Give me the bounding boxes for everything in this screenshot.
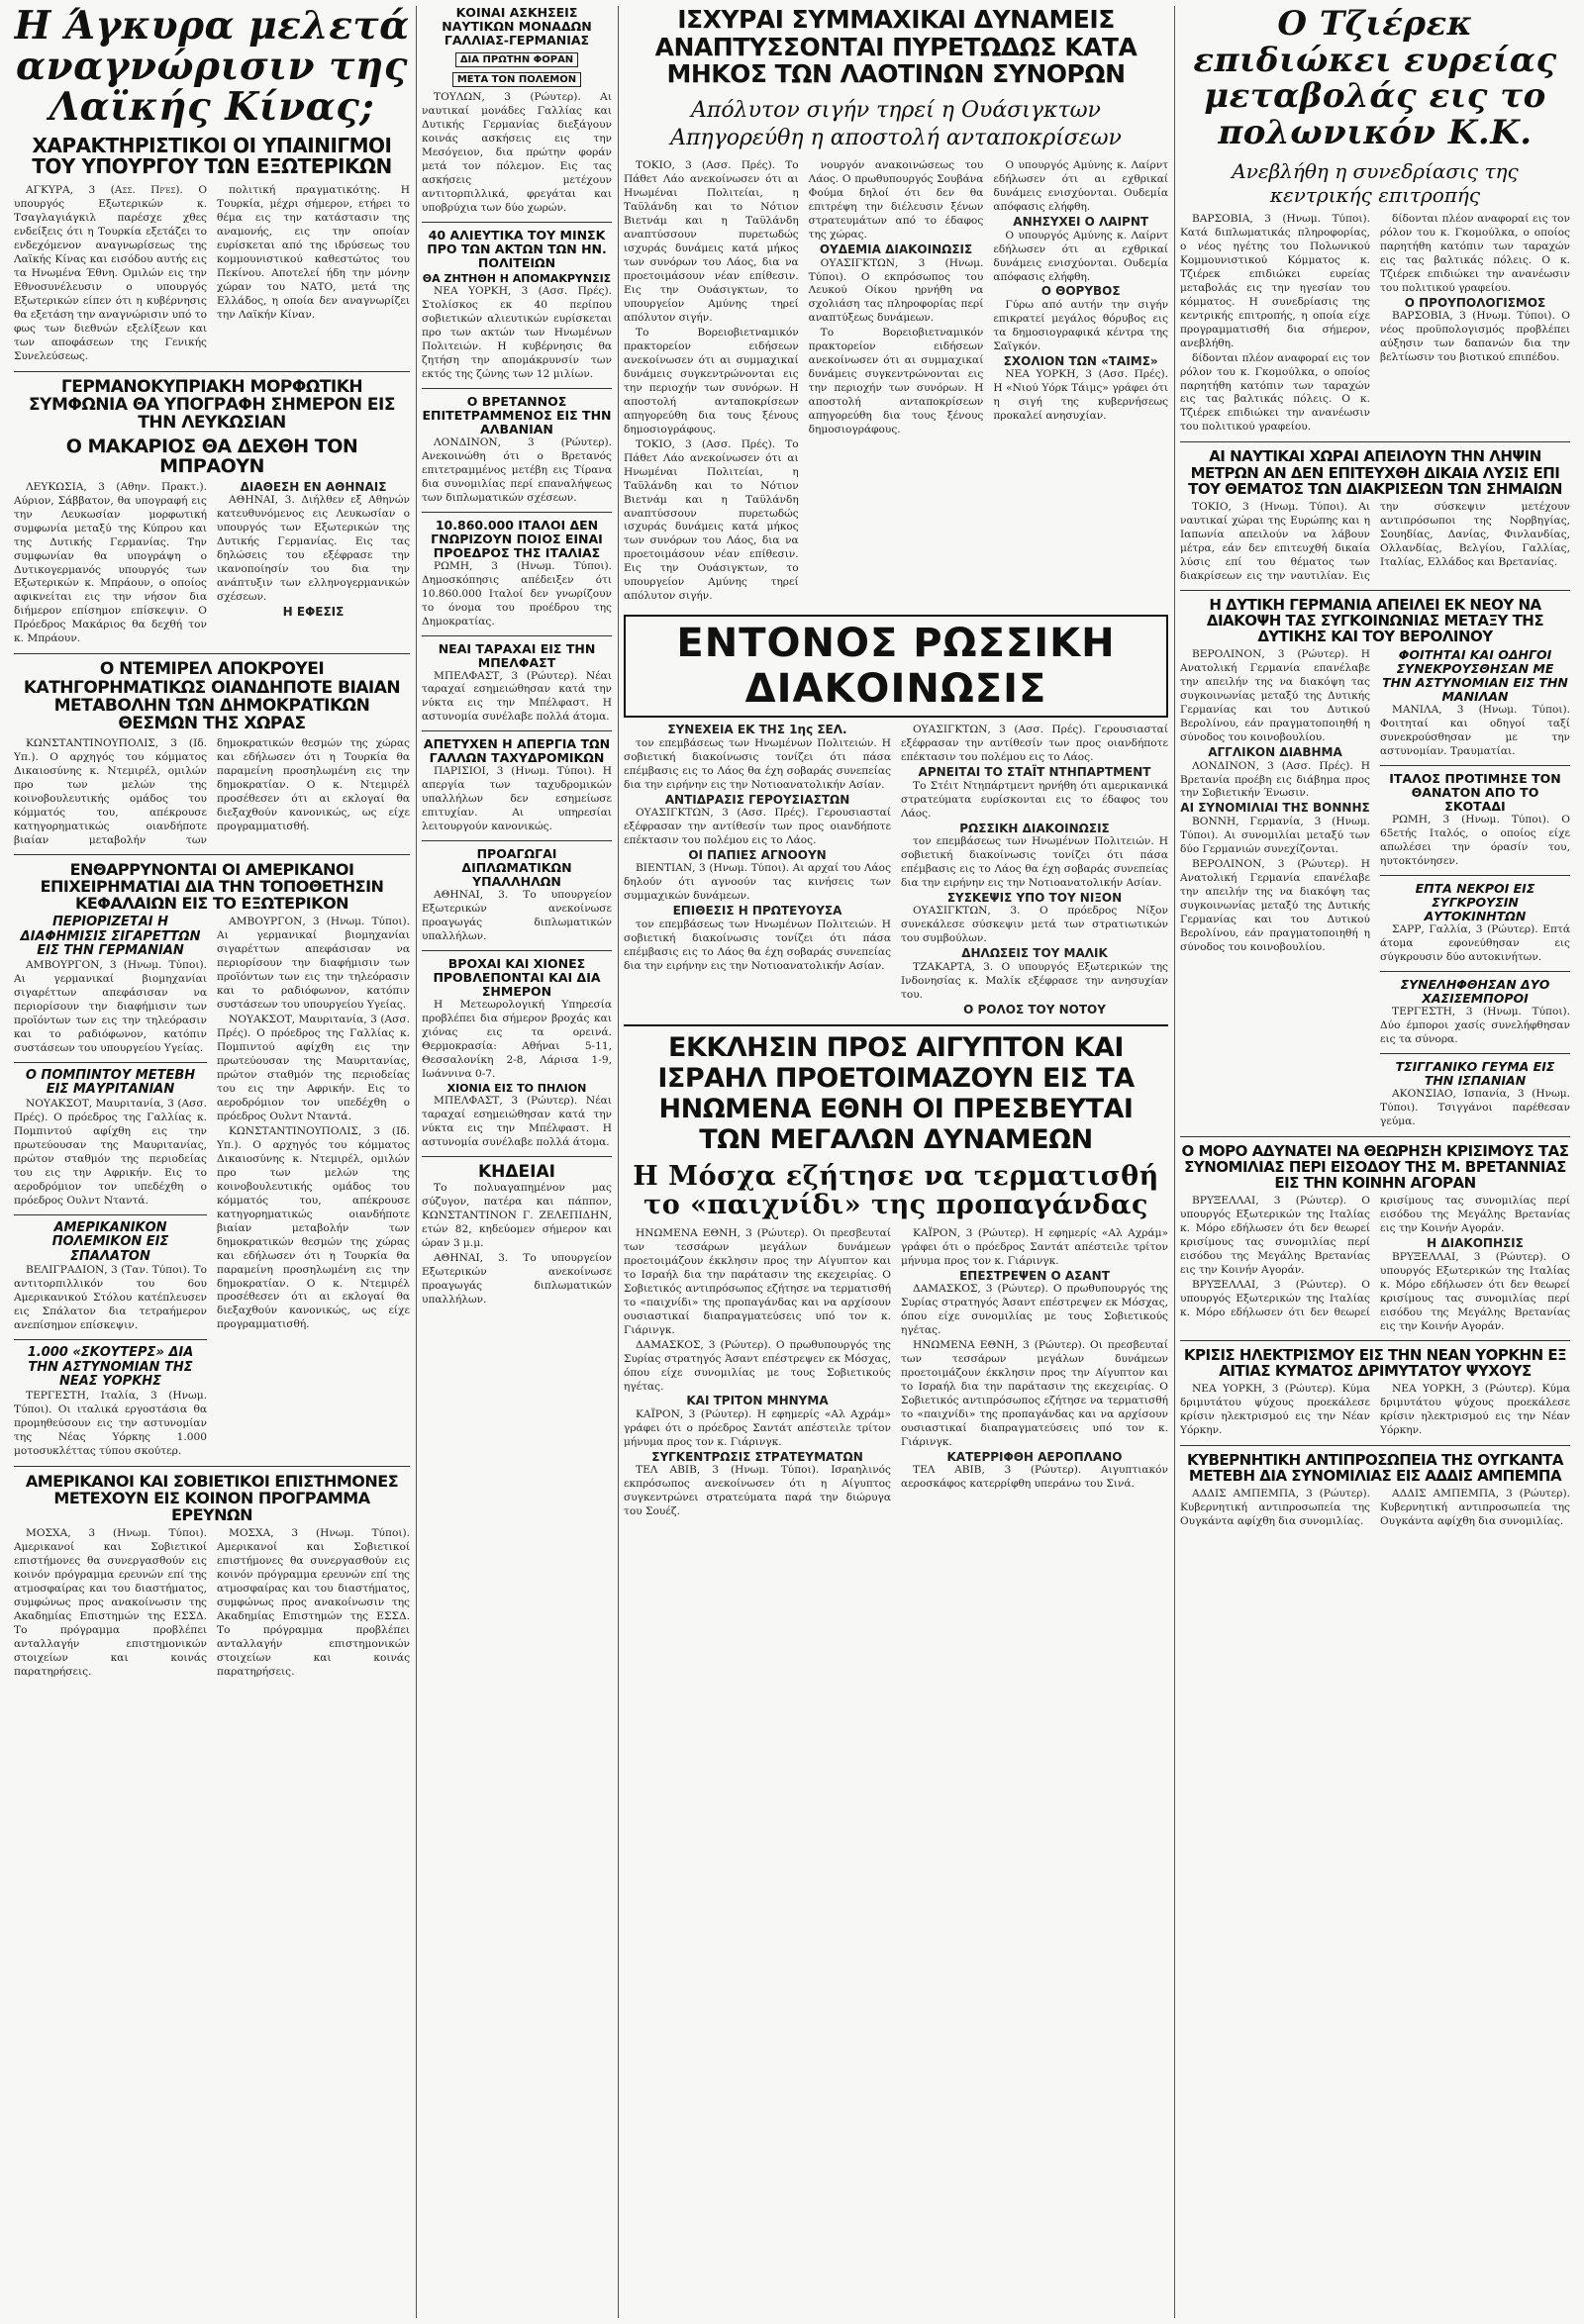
article-makarios: ΛΕΥΚΩΣΙΑ, 3 (Αθην. Πρακτ.). Αύριον, Σάββατον, θα υπογραφή εις την Λευκωσίαν μορφωτική συμφωνία μεταξύ της Κύπρου και της Δυτικής Γερμανίας. Την συμφωνίαν θα υπογράψη ο Δυτικογερμανός υπουργός των Εξωτερικών κ. Μπράουν, ο οποίος αφικνείται εις την νήσον δια διήμερον επίσημον επίσκεψιν. Ο Πρόεδρος Μακάριος θα δεχθή τον κ. Μπράουν. ΔΙΑΘΕΣΗ ΕΝ ΑΘΗΝΑΙΣ ΑΘΗΝΑΙ, 3. Διήλθεν εξ Αθηνών κατευθυνόμενος εις Λευκωσίαν ο υπουργός των Εξωτερικών της Δυτικής Γερμανίας. Εις τας δηλώσεις του εξέφρασε την ικανοποίησίν του δια την ανάπτυξιν των ελληνογερμανικών σχέσεων. Η ΕΦΕΣΙΣ bbox=[14, 480, 410, 645]
article-uganda: ΑΔΔΙΣ ΑΜΠΕΜΠΑ, 3 (Ρώυτερ). Κυβερνητική αντιπροσωπεία της Ουγκάντα αφίχθη δια συνομιλίας. ΑΔΔΙΣ ΑΜΠΕΜΠΑ, 3 (Ρώυτερ). Κυβερνητική αντιπροσωπεία της Ουγκάντα αφίχθη δια συνομιλίας. bbox=[1180, 1488, 1570, 1528]
column-rule bbox=[1174, 6, 1175, 2318]
column-4: Ο Τζιέρεκ επιδιώκει ευρείας μεταβολάς εις το πολωνικόν Κ.Κ. Ανεβλήθη η συνεδρίασις της κεντρικής επιτροπής ΒΑΡΣΟΒΙΑ, 3 (Ηνωμ. Τύποι). Κατά διπλωματικάς πληροφορίας, ο νέος ηγέτης του Πολωνικού Κομμουνιστικού Κόμματος κ. Τζιέρεκ επιδιώκει ευρείας μεταβολάς εις την ηγεσίαν του κόμματος. Η συνεδρίασις της κεντρικής επιτροπής, η οποία είχε προγραμματισθή δια σήμερον, ανεβλήθη. δίδονται πλέον αναφοραί εις τον ρόλον του κ. Γκομούλκα, ο οποίος παρητήθη κατόπιν των ταραχών εις τας βαλτικάς πόλεις. Ο κ. Τζιέρεκ επιδιώκει την ανανέωσιν του πολιτικού γραφείου. δίδονται πλέον αναφοραί εις τον ρόλον του κ. Γκομούλκα, ο οποίος παρητήθη κατόπιν των ταραχών εις τας βαλτικάς πόλεις. Ο κ. Τζιέρεκ επιδιώκει την ανανέωσιν του πολιτικού γραφείου. Ο ΠΡΟΥΠΟΛΟΓΙΣΜΟΣ ΒΑΡΣΟΒΙΑ, 3 (Ηνωμ. Τύποι). Ο νέος προϋπολογισμός προβλέπει αύξησιν των δαπανών δια την βελτίωσιν του βιοτικού επιπέδου. ΑΙ ΝΑΥΤΙΚΑΙ ΧΩΡΑΙ ΑΠΕΙΛΟΥΝ ΤΗΝ ΛΗΨΙΝ ΜΕΤΡΩΝ ΑΝ ΔΕΝ ΕΠΙΤΕΥΧΘΗ ΔΙΚΑΙΑ ΛΥΣΙΣ ΕΠΙ ΤΟΥ ΘΕΜΑΤΟΣ ΤΩΝ ΔΙΑΚΡΙΣΕΩΝ ΤΩΝ ΣΗΜΑΙΩΝ ΤΟΚΙΟ, 3 (Ηνωμ. Τύποι). Αι ναυτικαί χώραι της Ευρώπης και η Ιαπωνία απειλούν να λάβουν μέτρα, εάν δεν επιτευχθή δικαία λύσις επί του θέματος των διακρίσεων εις την ναυτιλίαν. Εις την σύσκεψιν μετέχουν αντιπρόσωποι της Νορβηγίας, Σουηδίας, Δανίας, Φινλανδίας, Ολλανδίας, Βελγίου, Γαλλίας, Ιταλίας, Ελλάδος και Βρετανίας. Η ΔΥΤΙΚΗ ΓΕΡΜΑΝΙΑ ΑΠΕΙΛΕΙ ΕΚ ΝΕΟΥ ΝΑ ΔΙΑΚΟΨΗ ΤΑΣ ΣΥΓΚΟΙΝΩΝΙΑΣ ΜΕΤΑΞΥ ΤΗΣ ΔΥΤΙΚΗΣ ΚΑΙ ΤΟΥ ΒΕΡΟΛΙΝΟΥ ΒΕΡΟΛΙΝΟΝ, 3 (Ρώυτερ). Η Ανατολική Γερμανία επανέλαβε την απειλήν της να διακόψη τας συγκοινωνίας μεταξύ της Δυτικής Γερμανίας και του Δυτικού Βερολίνου, εάν πραγματοποιηθή η σύνοδος του κοινοβουλίου. ΑΓΓΛΙΚΟΝ ΔΙΑΒΗΜΑ ΛΟΝΔΙΝΟΝ, 3 (Ασσ. Πρές). Η Βρετανία προέβη εις διάβημα προς την Σοβιετικήν Ένωσιν. ΑΙ ΣΥΝΟΜΙΛΙΑΙ ΤΗΣ ΒΟΝΝΗΣ ΒΟΝΝΗ, Γερμανία, 3 (Ηνωμ. Τύποι). Αι συνομιλίαι μεταξύ των δύο Γερμανιών συνεχίζονται. ΒΕΡΟΛΙΝΟΝ, 3 (Ρώυτερ). Η Ανατολική Γερμανία επανέλαβε την απειλήν της να διακόψη τας συγκοινωνίας μεταξύ της Δυτικής Γερμανίας και του Δυτικού Βερολίνου, εάν πραγματοποιηθή η σύνοδος του κοινοβουλίου. ΦΟΙΤΗΤΑΙ ΚΑΙ ΟΔΗΓΟΙ ΣΥΝΕΚΡΟΥΣΘΗΣΑΝ ΜΕ ΤΗΝ ΑΣΤΥΝΟΜΙΑΝ ΕΙΣ ΤΗΝ ΜΑΝΙΛΑΝ ΜΑΝΙΛΑ, 3 (Ηνωμ. Τύποι). Φοιτηταί και οδηγοί ταξί συνεκρούσθησαν με την αστυνομίαν. Τραυματίαι. ΙΤΑΛΟΣ ΠΡΟΤΙΜΗΣΕ ΤΟΝ ΘΑΝΑΤΟΝ ΑΠΟ ΤΟ ΣΚΟΤΑΔΙ ΡΩΜΗ, 3 (Ηνωμ. Τύποι). Ο 65ετής Ιταλός, ο οποίος είχε απωλέσει την όρασίν του, ηυτοκτόνησεν. ΕΠΤΑ ΝΕΚΡΟΙ ΕΙΣ ΣΥΓΚΡΟΥΣΙΝ ΑΥΤΟΚΙΝΗΤΩΝ ΣΑΡΡ, Γαλλία, 3 (Ρώυτερ). Επτά άτομα εφονεύθησαν εις σύγκρουσιν δύο αυτοκινήτων. ΣΥΝΕΛΗΦΘΗΣΑΝ ΔΥΟ ΧΑΣΙΣΕΜΠΟΡΟΙ ΤΕΡΓΕΣΤΗ, 3 (Ηνωμ. Τύποι). Δύο έμποροι χασίς συνελήφθησαν εις τα σύνορα. ΤΣΙΓΓΑΝΙΚΟ ΓΕΥΜΑ ΕΙΣ ΤΗΝ ΙΣΠΑΝΙΑΝ ΑΚΟΝΣΙΑΟ, Ισπανία, 3 (Ηνωμ. Τύποι). Τσιγγάνοι παρέθεσαν γεύμα. Ο ΜΟΡΟ ΑΔΥΝΑΤΕΙ ΝΑ ΘΕΩΡΗΣΗ ΚΡΙΣΙΜΟΥΣ ΤΑΣ ΣΥΝΟΜΙΛΙΑΣ ΠΕΡΙ ΕΙΣΟΔΟΥ ΤΗΣ Μ. ΒΡΕΤΑΝΝΙΑΣ ΕΙΣ ΤΗΝ ΚΟΙΝΗΝ ΑΓΟΡΑΝ ΒΡΥΞΕΛΛΑΙ, 3 (Ρώυτερ). Ο υπουργός Εξωτερικών της Ιταλίας κ. Μόρο εδήλωσεν ότι δεν θεωρεί κρισίμους τας συνομιλίας περί εισόδου της Μεγάλης Βρετανίας εις την Κοινήν Αγοράν. ΒΡΥΞΕΛΛΑΙ, 3 (Ρώυτερ). Ο υπουργός Εξωτερικών της Ιταλίας κ. Μόρο εδήλωσεν ότι δεν θεωρεί κρισίμους τας συνομιλίας περί εισόδου της Μεγάλης Βρετανίας εις την Κοινήν Αγοράν. Η ΔΙΑΚΟΠΗΣΙΣ ΒΡΥΞΕΛΛΑΙ, 3 (Ρώυτερ). Ο υπουργός Εξωτερικών της Ιταλίας κ. Μόρο εδήλωσεν ότι δεν θεωρεί κρισίμους τας συνομιλίας περί εισόδου της Μεγάλης Βρετανίας εις την Κοινήν Αγοράν. ΚΡΙΣΙΣ ΗΛΕΚΤΡΙΣΜΟΥ ΕΙΣ ΤΗΝ ΝΕΑΝ ΥΟΡΚΗΝ ΕΞ ΑΙΤΙΑΣ ΚΥΜΑΤΟΣ ΔΡΙΜΥΤΑΤΟΥ ΨΥΧΟΥΣ ΝΕΑ ΥΟΡΚΗ, 3 (Ρώυτερ). Κύμα δριμυτάτου ψύχους προεκάλεσε κρίσιν ηλεκτρισμού εις την Νέαν Υόρκην. ΝΕΑ ΥΟΡΚΗ, 3 (Ρώυτερ). Κύμα δριμυτάτου ψύχους προεκάλεσε κρίσιν ηλεκτρισμού εις την Νέαν Υόρκην. ΚΥΒΕΡΝΗΤΙΚΗ ΑΝΤΙΠΡΟΣΩΠΕΙΑ ΤΗΣ ΟΥΓΚΑΝΤΑ ΜΕΤΕΒΗ ΔΙΑ ΣΥΝΟΜΙΛΙΑΣ ΕΙΣ ΑΔΔΙΣ ΑΜΠΕΜΠΑ ΑΔΔΙΣ ΑΜΠΕΜΠΑ, 3 (Ρώυτερ). Κυβερνητική αντιπροσωπεία της Ουγκάντα αφίχθη δια συνομιλίας. ΑΔΔΙΣ ΑΜΠΕΜΠΑ, 3 (Ρώυτερ). Κυβερνητική αντιπροσωπεία της Ουγκάντα αφίχθη δια συνομιλίας. bbox=[1180, 6, 1570, 2318]
subhead-ankara: ΧΑΡΑΚΤΗΡΙΣΤΙΚΟΙ ΟΙ ΥΠΑΙΝΙΓΜΟΙ ΤΟΥ ΥΠΟΥΡΓΟΥ ΤΩΝ ΕΞΩΤΕΡΙΚΩΝ bbox=[32, 133, 392, 179]
headline-moro: Ο ΜΟΡΟ ΑΔΥΝΑΤΕΙ ΝΑ ΘΕΩΡΗΣΗ ΚΡΙΣΙΜΟΥΣ ΤΑΣ ΣΥΝΟΜΙΛΙΑΣ ΠΕΡΙ ΕΙΣΟΔΟΥ ΤΗΣ Μ. ΒΡΕΤΑΝΝΙΑΣ ΕΙΣ ΤΗΝ ΚΟΙΝΗΝ ΑΓΟΡΑΝ bbox=[1181, 1141, 1569, 1193]
headline-gierek: Ο Τζιέρεκ επιδιώκει ευρείας μεταβολάς εις το πολωνικόν Κ.Κ. bbox=[1193, 6, 1557, 153]
tag-after-war: ΜΕΤΑ ΤΟΝ ΠΟΛΕΜΟΝ bbox=[452, 72, 581, 87]
headline-naval-exercises: ΚΟΙΝΑΙ ΑΣΚΗΣΕΙΣ ΝΑΥΤΙΚΩΝ ΜΟΝΑΔΩΝ ΓΑΛΛΙΑΣ-ΓΕΡΜΑΝΙΑΣ bbox=[442, 6, 592, 48]
subhead-dispatch-ban: Απηγορεύθη η αποστολή ανταποκρίσεων bbox=[670, 125, 1122, 150]
newspaper-page bbox=[14, 6, 1570, 2318]
headline-weather: ΒΡΟΧΑΙ ΚΑΙ ΧΙΟΝΕΣ ΠΡΟΒΛΕΠΟΝΤΑΙ ΚΑΙ ΔΙΑ ΣΗΜΕΡΟΝ bbox=[433, 956, 601, 1000]
column-rule bbox=[618, 6, 619, 2318]
headline-german-cypriot: ΓΕΡΜΑΝΟΚΥΠΡΙΑΚΗ ΜΟΡΦΩΤΙΚΗ ΣΥΜΦΩΝΙΑ ΘΑ ΥΠΟΓΡΑΦΗ ΣΗΜΕΡΟΝ ΕΙΣ ΤΗΝ ΛΕΥΚΩΣΙΑΝ bbox=[29, 376, 395, 434]
headline-manila: ΦΟΙΤΗΤΑΙ ΚΑΙ ΟΔΗΓΟΙ ΣΥΝΕΚΡΟΥΣΘΗΣΑΝ ΜΕ ΤΗΝ ΑΣΤΥΝΟΜΙΑΝ ΕΙΣ ΤΗΝ ΜΑΝΙΛΑΝ bbox=[1382, 648, 1568, 705]
headline-italians: 10.860.000 ΙΤΑΛΟΙ ΔΕΝ ΓΝΩΡΙΖΟΥΝ ΠΟΙΟΣ ΕΙΝΑΙ ΠΡΟΕΔΡΟΣ ΤΗΣ ΙΤΑΛΙΑΣ bbox=[431, 517, 603, 560]
headline-car-crash: ΕΠΤΑ ΝΕΚΡΟΙ ΕΙΣ ΣΥΓΚΡΟΥΣΙΝ ΑΥΤΟΚΙΝΗΤΩΝ bbox=[1415, 881, 1535, 924]
tag-first-time: ΔΙΑ ΠΡΩΤΗΝ ΦΟΡΑΝ bbox=[455, 52, 578, 67]
headline-promotions: ΠΡΟΑΓΩΓΑΙ ΔΙΠΛΩΜΑΤΙΚΩΝ ΥΠΑΛΛΗΛΩΝ bbox=[461, 846, 572, 890]
article-demirel: ΚΩΝΣΤΑΝΤΙΝΟΥΠΟΛΙΣ, 3 (Ιδ. Υπ.). Ο αρχηγός του κόμματος Δικαιοσύνης κ. Ντεμιρέλ, ομιλών προ των μελών της κοινοβουλευτικής ομάδος του κόμματός του, απέκρουσε κατηγορηματικώς οιανδήποτε βιαίαν μεταβολήν των δημοκρατικών θεσμών της χώρας και εδήλωσεν ότι η Τουρκία θα παραμείνη προσηλωμένη εις την δημοκρατίαν. Ο κ. Ντεμιρέλ προσέθεσεν ότι αι εκλογαί θα διεξαχθούν κανονικώς, ως είχε προγραμματισθή. bbox=[14, 736, 410, 846]
headline-gypsy-meal: ΤΣΙΓΓΑΝΙΚΟ ΓΕΥΜΑ ΕΙΣ ΤΗΝ ΙΣΠΑΝΙΑΝ bbox=[1395, 1058, 1555, 1088]
headline-ankara: Η Άγκυρα μελετά αναγνώρισιν της Λαϊκής Κίνας; bbox=[14, 6, 410, 130]
headline-italian-darkness: ΙΤΑΛΟΣ ΠΡΟΤΙΜΗΣΕ ΤΟΝ ΘΑΝΑΤΟΝ ΑΠΟ ΤΟ ΣΚΟΤΑΔΙ bbox=[1389, 771, 1561, 815]
column-rule bbox=[416, 6, 417, 2318]
subhead-central-committee: Ανεβλήθη η συνεδρίασις της κεντρικής επιτροπής bbox=[1232, 158, 1519, 207]
headline-egypt-israel: ΕΚΚΛΗΣΙΝ ΠΡΟΣ ΑΙΓΥΠΤΟΝ ΚΑΙ ΙΣΡΑΗΛ ΠΡΟΕΤΟΙΜΑΖΟΥΝ ΕΙΣ ΤΑ ΗΝΩΜΕΝΑ ΕΘΝΗ ΟΙ ΠΡΕΣΒΕΥΤΑΙ ΤΩΝ ΜΕΓΑΛΩΝ ΔΥΝΑΜΕΩΝ bbox=[657, 1031, 1135, 1156]
article-gierek: ΒΑΡΣΟΒΙΑ, 3 (Ηνωμ. Τύποι). Κατά διπλωματικάς πληροφορίας, ο νέος ηγέτης του Πολωνικού Κομμουνιστικού Κόμματος κ. Τζιέρεκ επιδιώκει ευρείας μεταβολάς εις την ηγεσίαν του κόμματος. Η συνεδρίασις της κεντρικής επιτροπής, η οποία είχε προγραμματισθή δια σήμερον, ανεβλήθη. δίδονται πλέον αναφοραί εις τον ρόλον του κ. Γκομούλκα, ο οποίος παρητήθη κατόπιν των ταραχών εις τας βαλτικάς πόλεις. Ο κ. Τζιέρεκ επιδιώκει την ανανέωσιν του πολιτικού γραφείου. δίδονται πλέον αναφοραί εις τον ρόλον του κ. Γκομούλκα, ο οποίος παρητήθη κατόπιν των ταραχών εις τας βαλτικάς πόλεις. Ο κ. Τζιέρεκ επιδιώκει την ανανέωσιν του πολιτικού γραφείου. Ο ΠΡΟΥΠΟΛΟΓΙΣΜΟΣ ΒΑΡΣΟΒΙΑ, 3 (Ηνωμ. Τύποι). Ο νέος προϋπολογισμός προβλέπει αύξησιν των δαπανών δια την βελτίωσιν του βιοτικού επιπέδου. bbox=[1180, 212, 1570, 434]
headline-belfast: ΝΕΑΙ ΤΑΡΑΧΑΙ ΕΙΣ ΤΗΝ ΜΠΕΛΦΑΣΤ bbox=[438, 640, 596, 670]
headline-scooters: 1.000 «ΣΚΟΥΤΕΡΣ» ΔΙΑ ΤΗΝ ΑΣΤΥΝΟΜΙΑΝ ΤΗΣ ΝΕΑΣ ΥΟΡΚΗΣ bbox=[27, 1345, 194, 1390]
headline-uganda: ΚΥΒΕΡΝΗΤΙΚΗ ΑΝΤΙΠΡΟΣΩΠΕΙΑ ΤΗΣ ΟΥΓΚΑΝΤΑ ΜΕΤΕΒΗ ΔΙΑ ΣΥΝΟΜΙΛΙΑΣ ΕΙΣ ΑΔΔΙΣ ΑΜΠΕΜΠΑ bbox=[1186, 1450, 1564, 1485]
headline-east-germany: Η ΔΥΤΙΚΗ ΓΕΡΜΑΝΙΑ ΑΠΕΙΛΕΙ ΕΚ ΝΕΟΥ ΝΑ ΔΙΑΚΟΨΗ ΤΑΣ ΣΥΓΚΟΙΝΩΝΙΑΣ ΜΕΤΑΞΥ ΤΗΣ ΔΥΤΙΚΗΣ ΚΑΙ ΤΟΥ ΒΕΡΟΛΙΝΟΥ bbox=[1206, 595, 1544, 646]
headline-postal-strike: ΑΠΕΤΥΧΕΝ Η ΑΠΕΡΓΙΑ ΤΩΝ ΓΑΛΛΩΝ ΤΑΧΥΔΡΟΜΙΚΩΝ bbox=[423, 736, 611, 766]
article-russian-note: ΣΥΝΕΧΕΙΑ ΕΚ ΤΗΣ 1ης ΣΕΛ. τον επεμβάσεως των Ηνωμένων Πολιτειών. Η σοβιετική διακοίνωσις τονίζει ότι πάσα επέμβασις εις το Λάος θα έχη σοβαράς συνεπείας δια την ειρήνην εις την Νοτιοανατολικήν Ασίαν. ΑΝΤΙΔΡΑΣΙΣ ΓΕΡΟΥΣΙΑΣΤΩΝ ΟΥΑΣΙΓΚΤΩΝ, 3 (Ασσ. Πρές). Γερουσιασταί εξέφρασαν την αντίθεσίν των προς οιανδήποτε επέκτασιν του πολέμου εις το Λάος. ΟΙ ΠΑΠΙΕΣ ΑΓΝΟΟΥΝ ΒΙΕΝΤΙΑΝ, 3 (Ηνωμ. Τύποι). Αι αρχαί του Λάος δηλούν ότι αγνοούν τας κινήσεις των συμμαχικών δυνάμεων. ΕΠΙΘΕΣΙΣ Η ΠΡΩΤΕΥΟΥΣΑ τον επεμβάσεως των Ηνωμένων Πολιτειών. Η σοβιετική διακοίνωσις τονίζει ότι πάσα επέμβασις εις το Λάος θα έχη σοβαράς συνεπείας δια την ειρήνην εις την Νοτιοανατολικήν Ασίαν. ΟΥΑΣΙΓΚΤΩΝ, 3 (Ασσ. Πρές). Γερουσιασταί εξέφρασαν την αντίθεσίν των προς οιανδήποτε επέκτασιν του πολέμου εις το Λάος. ΑΡΝΕΙΤΑΙ ΤΟ ΣΤΑΪΤ ΝΤΗΠΑΡΤΜΕΝΤ Το Στέιτ Ντηπάρτμεντ ηρνήθη ότι αμερικανικά στρατεύματα ευρίσκονται εις το έδαφος του Λάος. ΡΩΣΣΙΚΗ ΔΙΑΚΟΙΝΩΣΙΣ τον επεμβάσεως των Ηνωμένων Πολιτειών. Η σοβιετική διακοίνωσις τονίζει ότι πάσα επέμβασις εις το Λάος θα έχη σοβαράς συνεπείας δια την ειρήνην εις την Νοτιοανατολικήν Ασίαν. ΣΥΣΚΕΨΙΣ ΥΠΟ ΤΟΥ ΝΙΞΟΝ ΟΥΑΣΙΓΚΤΩΝ, 3. Ο πρόεδρος Νίξον συνεκάλεσε σύσκεψιν μετά των στρατιωτικών του συμβούλων. ΔΗΛΩΣΕΙΣ ΤΟΥ ΜΑΛΙΚ ΤΖΑΚΑΡΤΑ, 3. Ο υπουργός Εξωτερικών της Ινδονησίας κ. Μαλίκ εξέφρασε την ανησυχίαν του. Ο ΡΟΛΟΣ ΤΟΥ ΝΟΤΟΥ bbox=[624, 723, 1168, 1017]
headline-electricity-crisis: ΚΡΙΣΙΣ ΗΛΕΚΤΡΙΣΜΟΥ ΕΙΣ ΤΗΝ ΝΕΑΝ ΥΟΡΚΗΝ ΕΞ ΑΙΤΙΑΣ ΚΥΜΑΤΟΣ ΔΡΙΜΥΤΑΤΟΥ ΨΥΧΟΥΣ bbox=[1183, 1345, 1567, 1380]
headline-split: ΑΜΕΡΙΚΑΝΙΚΟΝ ΠΟΛΕΜΙΚΟΝ ΕΙΣ ΣΠΑΛΑΤΟΝ bbox=[51, 1219, 169, 1264]
headline-hashish: ΣΥΝΕΛΗΦΘΗΣΑΝ ΔΥΟ ΧΑΣΙΣΕΜΠΟΡΟΙ bbox=[1400, 976, 1550, 1006]
headline-maritime-countries: ΑΙ ΝΑΥΤΙΚΑΙ ΧΩΡΑΙ ΑΠΕΙΛΟΥΝ ΤΗΝ ΛΗΨΙΝ ΜΕΤΡΩΝ ΑΝ ΔΕΝ ΕΠΙΤΕΥΧΘΗ ΔΙΚΑΙΑ ΛΥΣΙΣ ΕΠΙ ΤΟΥ ΘΕΜΑΤΟΣ ΤΩΝ ΔΙΑΚΡΙΣΕΩΝ ΤΩΝ ΣΗΜΑΙΩΝ bbox=[1188, 447, 1562, 498]
headline-russian-note: ΕΝΤΟΝΟΣ ΡΩΣΣΙΚΗ ΔΙΑΚΟΙΝΩΣΙΣ bbox=[624, 615, 1168, 718]
headline-demirel: Ο ΝΤΕΜΙΡΕΛ ΑΠΟΚΡΟΥΕΙ ΚΑΤΗΓΟΡΗΜΑΤΙΚΩΣ ΟΙΑΝΔΗΠΟΤΕ ΒΙΑΙΑΝ ΜΕΤΑΒΟΛΗΝ ΤΩΝ ΔΗΜΟΚΡΑΤΙΚΩΝ ΘΕΣΜΩΝ ΤΗΣ ΧΩΡΑΣ bbox=[23, 659, 401, 734]
article-moro: ΒΡΥΞΕΛΛΑΙ, 3 (Ρώυτερ). Ο υπουργός Εξωτερικών της Ιταλίας κ. Μόρο εδήλωσεν ότι δεν θεωρεί κρισίμους τας συνομιλίας περί εισόδου της Μεγάλης Βρετανίας εις την Κοινήν Αγοράν. ΒΡΥΞΕΛΛΑΙ, 3 (Ρώυτερ). Ο υπουργός Εξωτερικών της Ιταλίας κ. Μόρο εδήλωσεν ότι δεν θεωρεί κρισίμους τας συνομιλίας περί εισόδου της Μεγάλης Βρετανίας εις την Κοινήν Αγοράν. Η ΔΙΑΚΟΠΗΣΙΣ ΒΡΥΞΕΛΛΑΙ, 3 (Ρώυτερ). Ο υπουργός Εξωτερικών της Ιταλίας κ. Μόρο εδήλωσεν ότι δεν θεωρεί κρισίμους τας συνομιλίας περί εισόδου της Μεγάλης Βρετανίας εις την Κοινήν Αγοράν. bbox=[1180, 1195, 1570, 1332]
column-2: ΚΟΙΝΑΙ ΑΣΚΗΣΕΙΣ ΝΑΥΤΙΚΩΝ ΜΟΝΑΔΩΝ ΓΑΛΛΙΑΣ-ΓΕΡΜΑΝΙΑΣ ΔΙΑ ΠΡΩΤΗΝ ΦΟΡΑΝ ΜΕΤΑ ΤΟΝ ΠΟΛΕΜΟΝ ΤΟΥΛΩΝ, 3 (Ρώυτερ). Αι ναυτικαί μονάδες Γαλλίας και Δυτικής Γερμανίας διεξάγουν κοινάς ασκήσεις εις την Μεσόγειον, δια πρώτην φοράν μετά τον πόλεμον. Εις τας ασκήσεις μετέχουν αντιτορπιλλικά, φρεγάται και υποβρύχια των δύο χωρών. 40 ΑΛΙΕΥΤΙΚΑ ΤΟΥ ΜΙΝΣΚ ΠΡΟ ΤΩΝ ΑΚΤΩΝ ΤΩΝ ΗΝ. ΠΟΛΙΤΕΙΩΝ ΘΑ ΖΗΤΗΘΗ Η ΑΠΟΜΑΚΡΥΝΣΙΣ ΝΕΑ ΥΟΡΚΗ, 3 (Ασσ. Πρές). Στολίσκος εκ 40 περίπου σοβιετικών αλιευτικών ευρίσκεται προ των ακτών των Ηνωμένων Πολιτειών. Η κυβέρνησις θα ζητήση την απομάκρυνσίν των εκτός της ζώνης των 12 μιλίων. Ο ΒΡΕΤΑΝΝΟΣ ΕΠΙΤΕΤΡΑΜΜΕΝΟΣ ΕΙΣ ΤΗΝ ΑΛΒΑΝΙΑΝ ΛΟΝΔΙΝΟΝ, 3 (Ρώυτερ). Ανεκοινώθη ότι ο Βρετανός επιτετραμμένος μετέβη εις Τίρανα δια συνομιλίας περί επαναλήψεως των διπλωματικών σχέσεων. 10.860.000 ΙΤΑΛΟΙ ΔΕΝ ΓΝΩΡΙΖΟΥΝ ΠΟΙΟΣ ΕΙΝΑΙ ΠΡΟΕΔΡΟΣ ΤΗΣ ΙΤΑΛΙΑΣ ΡΩΜΗ, 3 (Ηνωμ. Τύποι). Δημοσκόπησις απέδειξεν ότι 10.860.000 Ιταλοί δεν γνωρίζουν το όνομα του προέδρου της Δημοκρατίας. ΝΕΑΙ ΤΑΡΑΧΑΙ ΕΙΣ ΤΗΝ ΜΠΕΛΦΑΣΤ ΜΠΕΛΦΑΣΤ, 3 (Ρώυτερ). Νέαι ταραχαί εσημειώθησαν κατά την νύκτα εις την Μπέλφαστ. Η αστυνομία συνέλαβε πολλά άτομα. ΑΠΕΤΥΧΕΝ Η ΑΠΕΡΓΙΑ ΤΩΝ ΓΑΛΛΩΝ ΤΑΧΥΔΡΟΜΙΚΩΝ ΠΑΡΙΣΙΟΙ, 3 (Ηνωμ. Τύποι). Η απεργία των ταχυδρομικών υπαλλήλων δεν εσημείωσε επιτυχίαν. Αι υπηρεσίαι λειτουργούν κανονικώς. ΠΡΟΑΓΩΓΑΙ ΔΙΠΛΩΜΑΤΙΚΩΝ ΥΠΑΛΛΗΛΩΝ ΑΘΗΝΑΙ, 3. Το υπουργείον Εξωτερικών ανεκοίνωσε προαγωγάς διπλωματικών υπαλλήλων. ΒΡΟΧΑΙ ΚΑΙ ΧΙΟΝΕΣ ΠΡΟΒΛΕΠΟΝΤΑΙ ΚΑΙ ΔΙΑ ΣΗΜΕΡΟΝ Η Μετεωρολογική Υπηρεσία προβλέπει δια σήμερον βροχάς και χιόνας εις τα ορεινά. Θερμοκρασία: Αθήναι 5-11, Θεσσαλονίκη 2-8, Λάρισα 1-9, Ιωάννινα 0-7. ΧΙΟΝΙΑ ΕΙΣ ΤΟ ΠΗΛΙΟΝ ΜΠΕΛΦΑΣΤ, 3 (Ρώυτερ). Νέαι ταραχαί εσημειώθησαν κατά την νύκτα εις την Μπέλφαστ. Η αστυνομία συνέλαβε πολλά άτομα. ΚΗΔΕΙΑΙ Το πολυαγαπημένον μας σύζυγον, πατέρα και πάππον, ΚΩΝΣΤΑΝΤΙΝΟΝ Γ. ΖΕΛΕΠΙΔΗΝ, ετών 82, κηδεύομεν σήμερον και ώραν 3 μ.μ. ΑΘΗΝΑΙ, 3. Το υπουργείον Εξωτερικών ανεκοίνωσε προαγωγάς διπλωματικών υπαλλήλων. bbox=[422, 6, 612, 1306]
article-scientists: ΜΟΣΧΑ, 3 (Ηνωμ. Τύποι). Αμερικανοί και Σοβιετικοί επιστήμονες θα συνεργασθούν εις κοινόν πρόγραμμα ερευνών επί της ατμοσφαίρας και του διαστήματος, συμφώνως προς ανακοίνωσιν της Ακαδημίας Επιστημών της ΕΣΣΔ. Το πρόγραμμα προβλέπει ανταλλαγήν επιστημονικών στοιχείων και κοινάς παρατηρήσεις. ΜΟΣΧΑ, 3 (Ηνωμ. Τύποι). Αμερικανοί και Σοβιετικοί επιστήμονες θα συνεργασθούν εις κοινόν πρόγραμμα ερευνών επί της ατμοσφαίρας και του διαστήματος, συμφώνως προς ανακοίνωσιν της Ακαδημίας Επιστημών της ΕΣΣΔ. Το πρόγραμμα προβλέπει ανταλλαγήν επιστημονικών στοιχείων και κοινάς παρατηρήσεις. bbox=[14, 1527, 410, 1679]
headline-minsk-trawlers: 40 ΑΛΙΕΥΤΙΚΑ ΤΟΥ ΜΙΝΣΚ ΠΡΟ ΤΩΝ ΑΚΤΩΝ ΤΩΝ ΗΝ. ΠΟΛΙΤΕΙΩΝ bbox=[427, 227, 607, 270]
headline-albania: Ο ΒΡΕΤΑΝΝΟΣ ΕΠΙΤΕΤΡΑΜΜΕΝΟΣ ΕΙΣ ΤΗΝ ΑΛΒΑΝΙΑΝ bbox=[422, 393, 612, 436]
headline-scientists: ΑΜΕΡΙΚΑΝΟΙ ΚΑΙ ΣΟΒΙΕΤΙΚΟΙ ΕΠΙΣΤΗΜΟΝΕΣ ΜΕΤΕΧΟΥΝ ΕΙΣ ΚΟΙΝΟΝ ΠΡΟΓΡΑΜΜΑ ΕΡΕΥΝΩΝ bbox=[25, 1471, 399, 1525]
article-ankara: ΑΓΚΥΡΑ, 3 (Ασσ. Πρές). Ο υπουργός Εξωτερικών κ. Τσαγλαγιάγκιλ παρέσχε χθες ενδείξεις ότι η Τουρκία εξετάζει το ενδεχόμενον αναγνωρίσεως της Λαϊκής Κίνας και εισόδου αυτής εις τα Ηνωμένα Έθνη. Ομιλών εις την Εθνοσυνέλευσιν ο υπουργός Εξωτερικών είπεν ότι η κυβέρνησις θα εξετάση την αναγνώρισιν υπό το φως των διεθνών εξελίξεων και των αποφάσεων της Γενικής Συνελεύσεως. πολιτική πραγματικότης. Η Τουρκία, μέχρι σήμερον, ετήρει το θέμα εις την κατάστασιν της αναμονής, εις την οποίαν ευρίσκεται από της ιδρύσεως του κομμουνιστικού καθεστώτος του Πεκίνου. Αποτελεί ήδη την μόνην χώραν του ΝΑΤΟ, μετά της Ελλάδος, η οποία δεν αναγνωρίζει την Λαϊκήν Κίναν. bbox=[14, 184, 410, 362]
column-3 bbox=[624, 6, 1168, 2318]
article-electricity: ΝΕΑ ΥΟΡΚΗ, 3 (Ρώυτερ). Κύμα δριμυτάτου ψύχους προεκάλεσε κρίσιν ηλεκτρισμού εις την Νέαν Υόρκην. ΝΕΑ ΥΟΡΚΗ, 3 (Ρώυτερ). Κύμα δριμυτάτου ψύχους προεκάλεσε κρίσιν ηλεκτρισμού εις την Νέαν Υόρκην. bbox=[1180, 1382, 1570, 1436]
headline-american-investors: ΕΝΘΑΡΡΥΝΟΝΤΑΙ ΟΙ ΑΜΕΡΙΚΑΝΟΙ ΕΠΙΧΕΙΡΗΜΑΤΙΑΙ ΔΙΑ ΤΗΝ ΤΟΠΟΘΕΤΗΣΙΝ ΚΕΦΑΛΑΙΩΝ ΕΙΣ ΤΟ ΕΞΩΤΕΡΙΚΟΝ bbox=[40, 859, 384, 914]
article-egypt-israel: ΗΝΩΜΕΝΑ ΕΘΝΗ, 3 (Ρώυτερ). Οι πρεσβευταί των τεσσάρων μεγάλων δυνάμεων προετοιμάζουν έκκλησιν προς την Αίγυπτον και το Ισραήλ δια την παράτασιν της εκεχειρίας. Ο Σοβιετικός αντιπρόσωπος εζήτησε να τερματισθή το «παιχνίδι» της προπαγάνδας και να αρχίσουν ουσιαστικαί διαπραγματεύσεις υπό τον κ. Γιάρινγκ. ΔΑΜΑΣΚΟΣ, 3 (Ρώυτερ). Ο πρωθυπουργός της Συρίας στρατηγός Άσαντ επέστρεψεν εκ Μόσχας, όπου είχε συνομιλίας με τους Σοβιετικούς ηγέτας. ΚΑΙ ΤΡΙΤΟΝ ΜΗΝΥΜΑ ΚΑΪΡΟΝ, 3 (Ρώυτερ). Η εφημερίς «Αλ Αχράμ» γράφει ότι ο πρόεδρος Σαντάτ απέστειλε τρίτον μήνυμα προς τον κ. Γιάρινγκ. ΣΥΓΚΕΝΤΡΩΣΙΣ ΣΤΡΑΤΕΥΜΑΤΩΝ ΤΕΛ ΑΒΙΒ, 3 (Ηνωμ. Τύποι). Ισραηλινός εκπρόσωπος ανεκοίνωσεν ότι η Αίγυπτος συγκεντρώνει στρατεύματα παρά την διώρυγα του Σουέζ. ΚΑΪΡΟΝ, 3 (Ρώυτερ). Η εφημερίς «Αλ Αχράμ» γράφει ότι ο πρόεδρος Σαντάτ απέστειλε τρίτον μήνυμα προς τον κ. Γιάρινγκ. ΕΠΕΣΤΡΕΨΕΝ Ο ΑΣΑΝΤ ΔΑΜΑΣΚΟΣ, 3 (Ρώυτερ). Ο πρωθυπουργός της Συρίας στρατηγός Άσαντ επέστρεψεν εκ Μόσχας, όπου είχε συνομιλίας με τους Σοβιετικούς ηγέτας. ΗΝΩΜΕΝΑ ΕΘΝΗ, 3 (Ρώυτερ). Οι πρεσβευταί των τεσσάρων μεγάλων δυνάμεων προετοιμάζουν έκκλησιν προς την Αίγυπτον και το Ισραήλ δια την παράτασιν της εκεχειρίας. Ο Σοβιετικός αντιπρόσωπος εζήτησε να τερματισθή το «παιχνίδι» της προπαγάνδας και να αρχίσουν ουσιαστικαί διαπραγματεύσεις υπό τον κ. Γιάρινγκ. ΚΑΤΕΡΡΙΦΘΗ ΑΕΡΟΠΛΑΝΟ ΤΕΛ ΑΒΙΒ, 3 (Ρώυτερ). Αιγυπτιακόν αεροσκάφος κατερρίφθη υπεράνω του Σινά. bbox=[624, 1226, 1168, 1518]
headline-funerals: ΚΗΔΕΙΑΙ bbox=[478, 1162, 555, 1183]
headline-pompidou: Ο ΠΟΜΠΙΝΤΟΥ ΜΕΤΕΒΗ ΕΙΣ ΜΑΥΡΙΤΑΝΙΑΝ bbox=[25, 1067, 196, 1098]
subhead-moscow-propaganda: Η Μόσχα εζήτησε να τερματισθή το «παιχνίδι» της προπαγάνδας bbox=[633, 1161, 1159, 1220]
subhead-washington-silence: Απόλυτον σιγήν τηρεί η Ουάσιγκτων bbox=[691, 97, 1101, 123]
article-laos: ΤΟΚΙΟ, 3 (Ασσ. Πρές). Το Πάθετ Λάο ανεκοίνωσεν ότι αι Ηνωμέναι Πολιτείαι, η Ταϋλάνδη και το Νότιον Βιετνάμ και η Ταϋλάνδη αναπτύσσουν πυρετωδώς ισχυράς δυνάμεις κατά μήκος των συνόρων του Λάος, δια να προετοιμάσουν νέαν επίθεσιν. Εις την Ουάσιγκτων, το υπουργείον Αμύνης τηρεί απόλυτον σιγήν. Το Βορειοβιετναμικόν πρακτορείον ειδήσεων ανεκοίνωσεν ότι αι συμμαχικαί δυνάμεις συγκεντρώνονται εις την περιοχήν των συνόρων. Η αποστολή ανταποκρίσεων απηγορεύθη δια τους ξένους δημοσιογράφους. ΤΟΚΙΟ, 3 (Ασσ. Πρές). Το Πάθετ Λάο ανεκοίνωσεν ότι αι Ηνωμέναι Πολιτείαι, η Ταϋλάνδη και το Νότιον Βιετνάμ και η Ταϋλάνδη αναπτύσσουν πυρετωδώς ισχυράς δυνάμεις κατά μήκος των συνόρων του Λάος, δια να προετοιμάσουν νέαν επίθεσιν. Εις την Ουάσιγκτων, το υπουργείον Αμύνης τηρεί απόλυτον σιγήν. νουργόν ανακοινώσεως του Λάος. Ο πρωθυπουργός Σουβάνα Φούμα δηλοί ότι δεν θα επιτρέψη την διέλευσιν ξένων στρατευμάτων από το έδαφος της χώρας. ΟΥΔΕΜΙΑ ΔΙΑΚΟΙΝΩΣΙΣ ΟΥΑΣΙΓΚΤΩΝ, 3 (Ηνωμ. Τύποι). Ο εκπρόσωπος του Λευκού Οίκου ηρνήθη να σχολιάση τας πληροφορίας περί αναπτύξεως δυνάμεων. Το Βορειοβιετναμικόν πρακτορείον ειδήσεων ανεκοίνωσεν ότι αι συμμαχικαί δυνάμεις συγκεντρώνονται εις την περιοχήν των συνόρων. Η αποστολή ανταποκρίσεων απηγορεύθη δια τους ξένους δημοσιογράφους. Ο υπουργός Αμύνης κ. Λαίρντ εδήλωσεν ότι αι εχθρικαί δυνάμεις ενισχύονται. Ουδεμία απόφασις ελήφθη. ΑΝΗΣΥΧΕΙ Ο ΛΑΙΡΝΤ Ο υπουργός Αμύνης κ. Λαίρντ εδήλωσεν ότι αι εχθρικαί δυνάμεις ενισχύονται. Ουδεμία απόφασις ελήφθη. Ο ΘΟΡΥΒΟΣ Γύρω από αυτήν την σιγήν επικρατεί μεγάλος θόρυβος εις τα δημοσιογραφικά κέντρα της Σαϊγκόν. ΣΧΟΛΙΟΝ ΤΩΝ «ΤΑΙΜΣ» ΝΕΑ ΥΟΡΚΗ, 3 (Ασσ. Πρές). Η «Νιού Υόρκ Τάιμς» γράφει ότι η σιγή της κυβερνήσεως προκαλεί ανησυχίαν. bbox=[624, 159, 1168, 603]
article-maritime: ΤΟΚΙΟ, 3 (Ηνωμ. Τύποι). Αι ναυτικαί χώραι της Ευρώπης και η Ιαπωνία απειλούν να λάβουν μέτρα, εάν δεν επιτευχθή δικαία λύσις επί του θέματος των διακρίσεων εις την ναυτιλίαν. Εις την σύσκεψιν μετέχουν αντιπρόσωποι της Νορβηγίας, Σουηδίας, Δανίας, Φινλανδίας, Ολλανδίας, Βελγίου, Γαλλίας, Ιταλίας, Ελλάδος και Βρετανίας. bbox=[1180, 500, 1570, 582]
headline-cigarette-ads: ΠΕΡΙΟΡΙΖΕΤΑΙ Η ΔΙΑΦΗΜΙΣΙΣ ΣΙΓΑΡΕΤΤΩΝ ΕΙΣ ΤΗΝ ΓΕΡΜΑΝΙΑΝ bbox=[20, 916, 201, 959]
headline-laos-forces: ΙΣΧΥΡΑΙ ΣΥΜΜΑΧΙΚΑΙ ΔΥΝΑΜΕΙΣ ΑΝΑΠΤΥΣΣΟΝΤΑΙ ΠΥΡΕΤΩΔΩΣ ΚΑΤΑ ΜΗΚΟΣ ΤΩΝ ΛΑΟΤΙΝΩΝ ΣΥΝΟΡΩΝ bbox=[654, 6, 1138, 88]
headline-makarios: Ο ΜΑΚΑΡΙΟΣ ΘΑ ΔΕΧΘΗ ΤΟΝ ΜΠΡΑΟΥΝ bbox=[65, 435, 358, 478]
column-1: Η Άγκυρα μελετά αναγνώρισιν της Λαϊκής Κίνας; ΧΑΡΑΚΤΗΡΙΣΤΙΚΟΙ ΟΙ ΥΠΑΙΝΙΓΜΟΙ ΤΟΥ ΥΠΟΥΡΓΟΥ ΤΩΝ ΕΞΩΤΕΡΙΚΩΝ ΑΓΚΥΡΑ, 3 (Ασσ. Πρές). Ο υπουργός Εξωτερικών κ. Τσαγλαγιάγκιλ παρέσχε χθες ενδείξεις ότι η Τουρκία εξετάζει το ενδεχόμενον αναγνωρίσεως της Λαϊκής Κίνας και εισόδου αυτής εις τα Ηνωμένα Έθνη. Ομιλών εις την Εθνοσυνέλευσιν ο υπουργός Εξωτερικών είπεν ότι η κυβέρνησις θα εξετάση την αναγνώρισιν υπό το φως των διεθνών εξελίξεων και των αποφάσεων της Γενικής Συνελεύσεως. πολιτική πραγματικότης. Η Τουρκία, μέχρι σήμερον, ετήρει το θέμα εις την κατάστασιν της αναμονής, εις την οποίαν ευρίσκεται από της ιδρύσεως του κομμουνιστικού καθεστώτος του Πεκίνου. Αποτελεί ήδη την μόνην χώραν του ΝΑΤΟ, μετά της Ελλάδος, η οποία δεν αναγνωρίζει την Λαϊκήν Κίναν. ΓΕΡΜΑΝΟΚΥΠΡΙΑΚΗ ΜΟΡΦΩΤΙΚΗ ΣΥΜΦΩΝΙΑ ΘΑ ΥΠΟΓΡΑΦΗ ΣΗΜΕΡΟΝ ΕΙΣ ΤΗΝ ΛΕΥΚΩΣΙΑΝ Ο ΜΑΚΑΡΙΟΣ ΘΑ ΔΕΧΘΗ ΤΟΝ ΜΠΡΑΟΥΝ ΛΕΥΚΩΣΙΑ, 3 (Αθην. Πρακτ.). Αύριον, Σάββατον, θα υπογραφή εις την Λευκωσίαν μορφωτική συμφωνία μεταξύ της Κύπρου και της Δυτικής Γερμανίας. Την συμφωνίαν θα υπογράψη ο Δυτικογερμανός υπουργός των Εξωτερικών κ. Μπράουν, ο οποίος αφικνείται εις την νήσον δια διήμερον επίσημον επίσκεψιν. Ο Πρόεδρος Μακάριος θα δεχθή τον κ. Μπράουν. ΔΙΑΘΕΣΗ ΕΝ ΑΘΗΝΑΙΣ ΑΘΗΝΑΙ, 3. Διήλθεν εξ Αθηνών κατευθυνόμενος εις Λευκωσίαν ο υπουργός των Εξωτερικών της Δυτικής Γερμανίας. Εις τας δηλώσεις του εξέφρασε την ικανοποίησίν του δια την ανάπτυξιν των ελληνογερμανικών σχέσεων. Η ΕΦΕΣΙΣ Ο ΝΤΕΜΙΡΕΛ ΑΠΟΚΡΟΥΕΙ ΚΑΤΗΓΟΡΗΜΑΤΙΚΩΣ ΟΙΑΝΔΗΠΟΤΕ ΒΙΑΙΑΝ ΜΕΤΑΒΟΛΗΝ ΤΩΝ ΔΗΜΟΚΡΑΤΙΚΩΝ ΘΕΣΜΩΝ ΤΗΣ ΧΩΡΑΣ ΚΩΝΣΤΑΝΤΙΝΟΥΠΟΛΙΣ, 3 (Ιδ. Υπ.). Ο αρχηγός του κόμματος Δικαιοσύνης κ. Ντεμιρέλ, ομιλών προ των μελών της κοινοβουλευτικής ομάδος του κόμματός του, απέκρουσε κατηγορηματικώς οιανδήποτε βιαίαν μεταβολήν των δημοκρατικών θεσμών της χώρας και εδήλωσεν ότι η Τουρκία θα παραμείνη προσηλωμένη εις την δημοκρατίαν. Ο κ. Ντεμιρέλ προσέθεσεν ότι αι εκλογαί θα διεξαχθούν κανονικώς, ως είχε προγραμματισθή. ΕΝΘΑΡΡΥΝΟΝΤΑΙ ΟΙ ΑΜΕΡΙΚΑΝΟΙ ΕΠΙΧΕΙΡΗΜΑΤΙΑΙ ΔΙΑ ΤΗΝ ΤΟΠΟΘΕΤΗΣΙΝ ΚΕΦΑΛΑΙΩΝ ΕΙΣ ΤΟ ΕΞΩΤΕΡΙΚΟΝ ΠΕΡΙΟΡΙΖΕΤΑΙ Η ΔΙΑΦΗΜΙΣΙΣ ΣΙΓΑΡΕΤΤΩΝ ΕΙΣ ΤΗΝ ΓΕΡΜΑΝΙΑΝ ΑΜΒΟΥΡΓΟΝ, 3 (Ηνωμ. Τύποι). Αι γερμανικαί βιομηχανίαι σιγαρέττων απεφάσισαν να περιορίσουν την διαφήμισιν των προϊόντων των εις την τηλεόρασιν και το ραδιόφωνον, κατόπιν συστάσεων του υπουργείου Υγείας. Ο ΠΟΜΠΙΝΤΟΥ ΜΕΤΕΒΗ ΕΙΣ ΜΑΥΡΙΤΑΝΙΑΝ ΝΟΥΑΚΣΟΤ, Μαυριτανία, 3 (Ασσ. Πρές). Ο πρόεδρος της Γαλλίας κ. Πομπιντού αφίχθη εις την πρωτεύουσαν της Μαυριτανίας, πρώτον σταθμόν της περιοδείας του εις την Αφρικήν. Εις το αεροδρόμιον τον υπεδέχθη ο πρόεδρος Ουλντ Νταντά. ΑΜΕΡΙΚΑΝΙΚΟΝ ΠΟΛΕΜΙΚΟΝ ΕΙΣ ΣΠΑΛΑΤΟΝ ΒΕΛΙΓΡΑΔΙΟΝ, 3 (Ταν. Τύποι). Το αντιτορπιλλικόν του 6ου Αμερικανικού Στόλου κατέπλευσεν εις Σπάλατον δια τετραήμερον ανεπίσημον επίσκεψιν. 1.000 «ΣΚΟΥΤΕΡΣ» ΔΙΑ ΤΗΝ ΑΣΤΥΝΟΜΙΑΝ ΤΗΣ ΝΕΑΣ ΥΟΡΚΗΣ ΤΕΡΓΕΣΤΗ, Ιταλία, 3 (Ηνωμ. Τύποι). Οι ιταλικά εργοστάσια θα προμηθεύσουν εις την αστυνομίαν της Νέας Υόρκης 1.000 μοτοσυκλέττας τύπου σκούτερ. ΑΜΒΟΥΡΓΟΝ, 3 (Ηνωμ. Τύποι). Αι γερμανικαί βιομηχανίαι σιγαρέττων απεφάσισαν να περιορίσουν την διαφήμισιν των προϊόντων των εις την τηλεόρασιν και το ραδιόφωνον, κατόπιν συστάσεων του υπουργείου Υγείας. ΝΟΥΑΚΣΟΤ, Μαυριτανία, 3 (Ασσ. Πρές). Ο πρόεδρος της Γαλλίας κ. Πομπιντού αφίχθη εις την πρωτεύουσαν της Μαυριτανίας, πρώτον σταθμόν της περιοδείας του εις την Αφρικήν. Εις το αεροδρόμιον τον υπεδέχθη ο πρόεδρος Ουλντ Νταντά. ΚΩΝΣΤΑΝΤΙΝΟΥΠΟΛΙΣ, 3 (Ιδ. Υπ.). Ο αρχηγός του κόμματος Δικαιοσύνης κ. Ντεμιρέλ, ομιλών προ των μελών της κοινοβουλευτικής ομάδος του κόμματός του, απέκρουσε κατηγορηματικώς οιανδήποτε βιαίαν μεταβολήν των δημοκρατικών θεσμών της χώρας και εδήλωσεν ότι η Τουρκία θα παραμείνη προσηλωμένη εις την δημοκρατίαν. Ο κ. Ντεμιρέλ προσέθεσεν ότι αι εκλογαί θα διεξαχθούν κανονικώς, ως είχε προγραμματισθή. ΑΜΕΡΙΚΑΝΟΙ ΚΑΙ ΣΟΒΙΕΤΙΚΟΙ ΕΠΙΣΤΗΜΟΝΕΣ ΜΕΤΕΧΟΥΝ ΕΙΣ ΚΟΙΝΟΝ ΠΡΟΓΡΑΜΜΑ ΕΡΕΥΝΩΝ ΜΟΣΧΑ, 3 (Ηνωμ. Τύποι). Αμερικανοί και Σοβιετικοί επιστήμονες θα συνεργασθούν εις κοινόν πρόγραμμα ερευνών επί της ατμοσφαίρας και του διαστήματος, συμφώνως προς ανακοίνωσιν της Ακαδημίας Επιστημών της ΕΣΣΔ. Το πρόγραμμα προβλέπει ανταλλαγήν επιστημονικών στοιχείων και κοινάς παρατηρήσεις. ΜΟΣΧΑ, 3 (Ηνωμ. Τύποι). Αμερικανοί και Σοβιετικοί επιστήμονες θα συνεργασθούν εις κοινόν πρόγραμμα ερευνών επί της ατμοσφαίρας και του διαστήματος, συμφώνως προς ανακοίνωσιν της Ακαδημίας Επιστημών της ΕΣΣΔ. Το πρόγραμμα προβλέπει ανταλλαγήν επιστημονικών στοιχείων και κοινάς παρατηρήσεις. bbox=[14, 6, 410, 2318]
